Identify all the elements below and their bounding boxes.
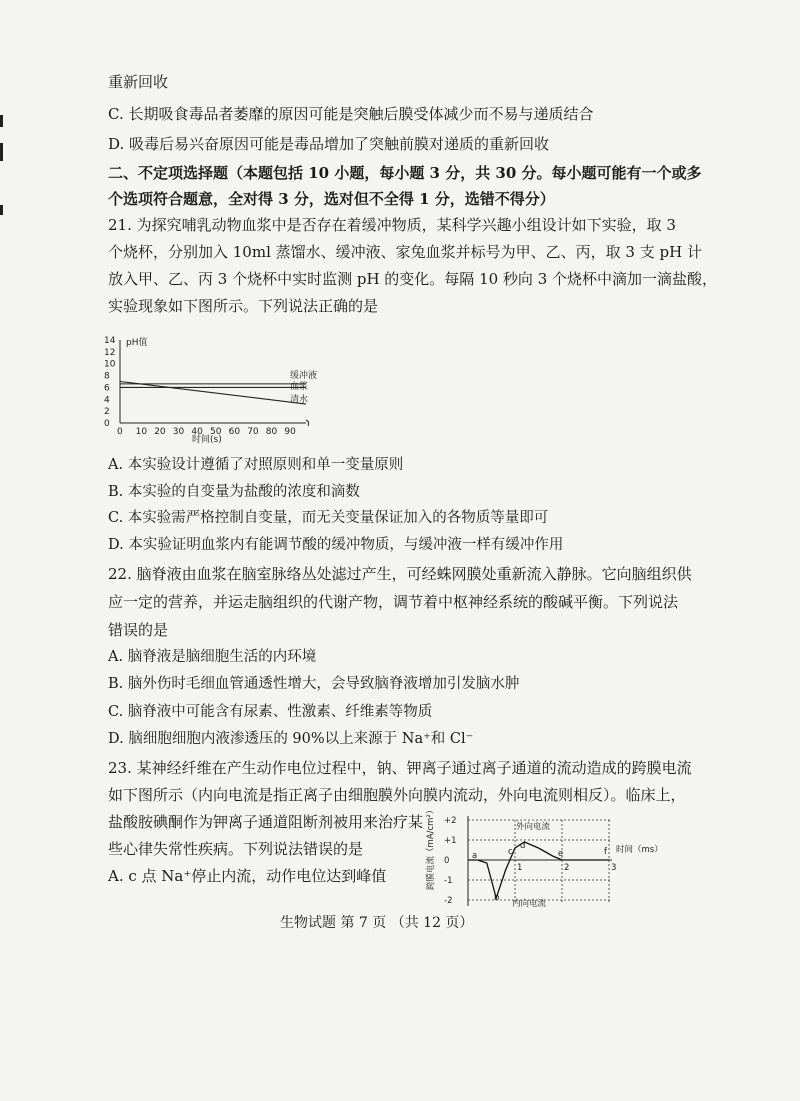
x-tick-label: 3 — [611, 863, 617, 873]
q23-stem: 如下图所示（内向电流是指正离子由细胞膜外向膜内流动，外向电流则相反）。临床上， — [108, 786, 686, 804]
binding-mark — [0, 115, 3, 127]
x-tick-label: 70 — [247, 427, 259, 437]
x-tick-label: 80 — [265, 427, 278, 437]
q22-option-a: A. 脑脊液是脑细胞生活的内环境 — [108, 649, 317, 665]
y-tick-label: 2 — [104, 407, 110, 418]
option-d: D. 吸毒后易兴奋原因可能是毒品增加了突触前膜对递质的重新回收 — [108, 135, 550, 153]
binding-mark — [0, 143, 3, 161]
q22-option-c: C. 脑脊液中可能含有尿素、性激素、纤维素等物质 — [108, 704, 433, 720]
chart-annotation: c — [508, 847, 513, 857]
option-c: C. 长期吸食毒品者萎靡的原因可能是突触后膜受体减少而不易与递质结合 — [108, 105, 594, 123]
series-lines — [120, 369, 317, 405]
chart-annotation: b — [494, 893, 500, 903]
q21-option-c: C. 本实验需严格控制自变量，而无关变量保证加入的各物质等量即可 — [108, 510, 549, 526]
chart-annotation: 外向电流 — [516, 822, 551, 832]
chart-annotation: f — [604, 847, 607, 857]
chart-annotation: e — [558, 849, 564, 859]
q23-stem: 些心律失常性疾病。下列说法错误的是 — [108, 840, 364, 858]
series-label: 清水 — [290, 395, 309, 405]
x-tick-label: 20 — [154, 427, 166, 437]
y-tick-label: 14 — [104, 336, 116, 346]
membrane-current-chart — [420, 805, 663, 912]
x-tick-label: 60 — [228, 427, 241, 437]
y-tick-label: -2 — [444, 896, 453, 906]
y-tick-label: 0 — [444, 856, 450, 866]
q21-option-d: D. 本实验证明血浆内有能调节酸的缓冲物质，与缓冲液一样有缓冲作用 — [108, 537, 564, 553]
series-label: 血浆 — [290, 382, 309, 392]
y-tick-label: 8 — [104, 371, 110, 382]
y-tick-label: 6 — [104, 383, 110, 394]
x-tick-label: 40 — [191, 427, 203, 437]
axis-arrow — [306, 420, 309, 426]
q22-stem: 应一定的营养，并运走脑组织的代谢产物，调节着中枢神经系统的酸碱平衡。下列说法 — [108, 593, 679, 611]
y-tick-label: -1 — [444, 876, 453, 886]
y-axis-label: pH值 — [126, 338, 148, 348]
page-footer: 生物试题 第 7 页 （共 12 页） — [280, 915, 474, 931]
q21-stem: 21. 为探究哺乳动物血浆中是否存在着缓冲物质，某科学兴趣小组设计如下实验，取 3 — [108, 216, 676, 234]
q22-stem: 错误的是 — [108, 621, 169, 639]
x-tick-label: 30 — [172, 427, 185, 437]
y-tick-label: +2 — [444, 816, 457, 826]
current-curve — [468, 842, 609, 898]
x-tick-label: 1 — [517, 863, 523, 873]
x-tick-label: 0 — [117, 427, 123, 437]
q21-stem: 实验现象如下图所示。下列说法正确的是 — [108, 297, 379, 315]
q23-stem: 盐酸胺碘酮作为钾离子通道阻断剂被用来治疗某 — [108, 813, 424, 831]
x-tick-label: 2 — [564, 863, 570, 873]
text-line: 重新回收 — [108, 73, 169, 91]
ph-chart — [100, 330, 360, 455]
series-line — [120, 382, 309, 405]
q23-option-a: A. c 点 Na⁺停止内流，动作电位达到峰值 — [108, 867, 387, 885]
y-tick-label: 4 — [104, 395, 110, 406]
membrane-current-svg — [420, 805, 663, 912]
y-tick-label: 10 — [104, 359, 116, 370]
section-heading-cont: 个选项符合题意，全对得 3 分，选对但不全得 1 分，选错不得分） — [108, 190, 555, 208]
q23-stem: 23. 某神经纤维在产生动作电位过程中，钠、钾离子通过离子通道的流动造成的跨膜电流 — [108, 759, 692, 777]
section-heading: 二、不定项选择题（本题包括 10 小题，每小题 3 分，共 30 分。每小题可能有一个或多 — [108, 164, 702, 182]
chart-annotation: d — [520, 841, 526, 851]
binding-mark — [0, 205, 3, 215]
q21-stem: 个烧杯，分别加入 10ml 蒸馏水、缓冲液、家兔血浆并标号为甲、乙、丙，取 3 支 pH 计 — [108, 243, 702, 261]
q22-option-b: B. 脑外伤时毛细血管通透性增大，会导致脑脊液增加引发脑水肿 — [108, 676, 520, 692]
x-tick-label: 90 — [284, 427, 296, 437]
y-tick-label: 0 — [104, 419, 110, 429]
y-axis-label: 跨膜电流（mA/cm²） — [426, 805, 436, 890]
q21-option-b: B. 本实验的自变量为盐酸的浓度和滴数 — [108, 484, 360, 500]
y-tick-label: 12 — [104, 347, 116, 358]
tick-labels — [104, 336, 296, 437]
chart-annotation: 内向电流 — [512, 899, 547, 909]
q21-stem: 放入甲、乙、丙 3 个烧杯中实时监测 pH 的变化。每隔 10 秒向 3 个烧杯中滴加一滴盐酸， — [108, 270, 718, 288]
ph-chart-svg — [100, 330, 360, 455]
q22-stem: 22. 脑脊液由血浆在脑室脉络丛处滤过产生，可经蛛网膜处重新流入静脉。它向脑组织供 — [108, 565, 692, 583]
series-label: 缓冲液 — [290, 371, 318, 381]
x-tick-label: 50 — [210, 427, 222, 437]
q21-option-a: A. 本实验设计遵循了对照原则和单一变量原则 — [108, 457, 404, 473]
y-tick-label: +1 — [444, 836, 457, 846]
x-tick-label: 10 — [135, 427, 148, 437]
chart-annotation: a — [472, 851, 478, 861]
x-axis-label: 时间(s) — [192, 435, 222, 445]
x-axis-label: 时间（ms） — [616, 845, 663, 855]
q22-option-d: D. 脑细胞细胞内液渗透压的 90%以上来源于 Na⁺和 Cl⁻ — [108, 731, 474, 747]
